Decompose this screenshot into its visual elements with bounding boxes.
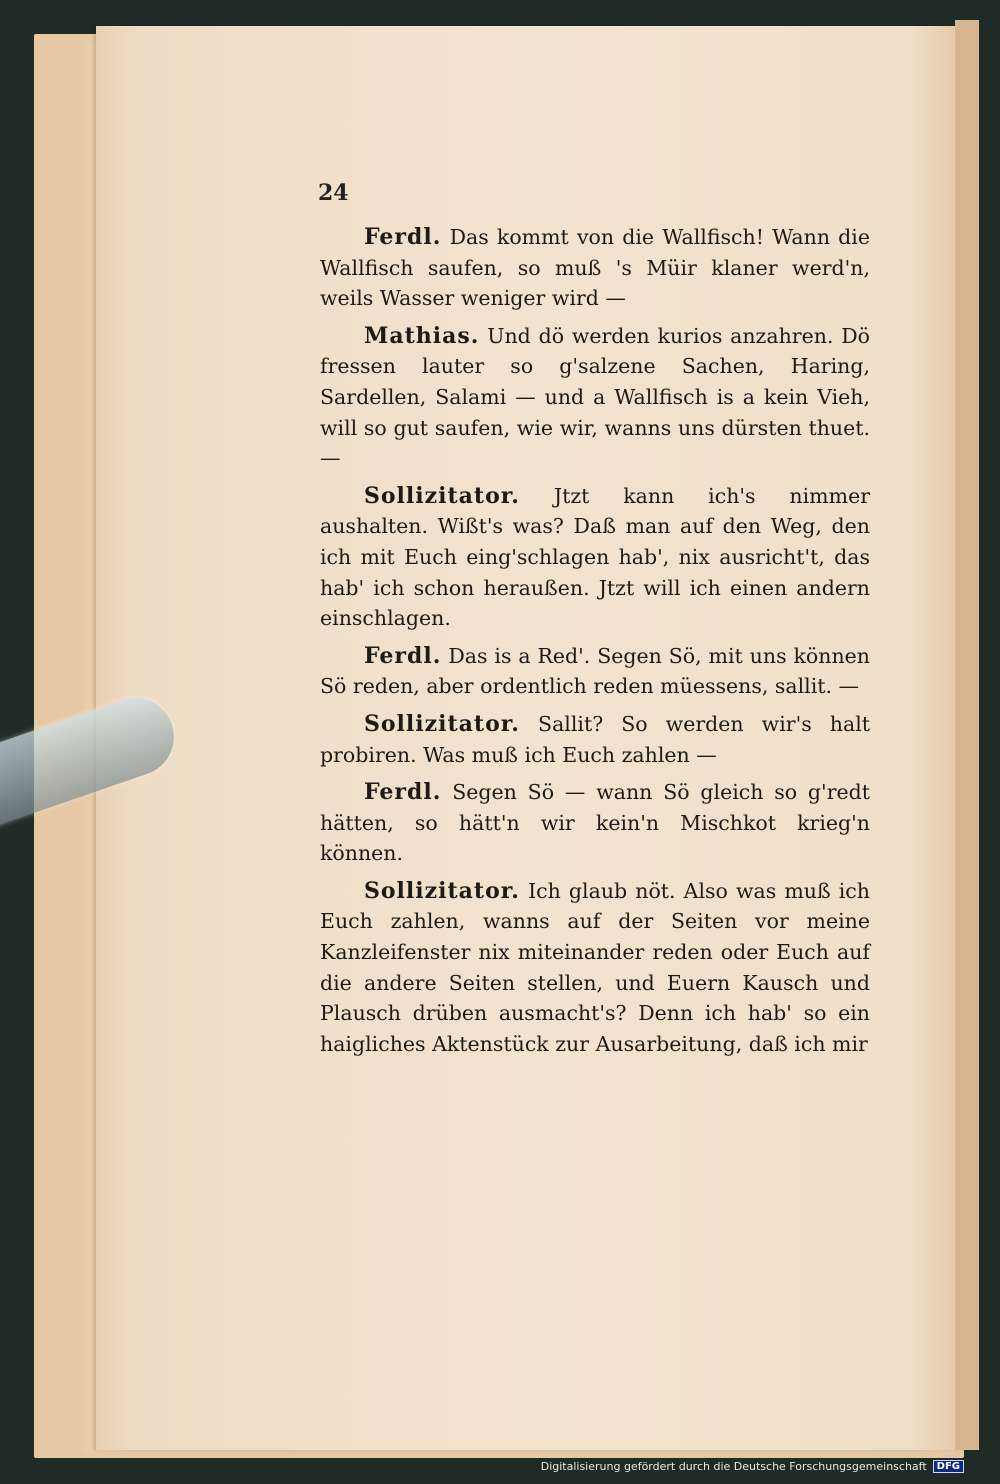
- dialogue-paragraph: [320, 222, 870, 314]
- page-right-edge: [955, 20, 979, 1450]
- speaker-name: Ferdl.: [364, 642, 442, 669]
- dialogue-paragraph: [320, 641, 870, 702]
- digitization-footer: [541, 1460, 964, 1473]
- speaker-name: Ferdl.: [364, 224, 442, 250]
- speaker-name: Sollizitator.: [364, 710, 520, 737]
- dialogue-paragraph: [320, 709, 870, 770]
- speaker-name: Ferdl.: [364, 779, 442, 806]
- dialogue-paragraph: [320, 876, 870, 1060]
- dialogue-text: Segen Sö — wann Sö gleich so g'redt hätten, so hätt'n wir kein'n Mischkot krieg'n können.: [320, 780, 870, 866]
- dialogue-paragraph: [320, 321, 870, 474]
- dialogue-text: Ich glaub nöt. Also was muß ich Euch zahlen, wanns auf der Seiten vor meine Kanzleifenster nix miteinander reden oder Euch auf die andere Seiten stellen, und Euern Kausch und Plausch drüben ausmacht's? Denn ich hab' so ein haigliches Aktenstück zur Ausarbeitung, daß ich mir: [320, 878, 870, 1056]
- dialogue-text: Und dö werden kurios anzahren. Dö fressen lauter so g'salzene Sachen, Haring, Sardellen, Salami — und a Wallfisch is a kein Vieh, will so gut saufen, wie wir, wanns uns dürsten thuet. —: [320, 323, 870, 471]
- dialogue-paragraph: [320, 777, 870, 869]
- dialogue-paragraph: [320, 481, 870, 634]
- footer-credit: Digitalisierung gefördert durch die Deutsche Forschungsgemeinschaft: [540, 1460, 927, 1473]
- dialogue-text: Sallit? So werden wir's halt probiren. Was muß ich Euch zahlen —: [320, 711, 870, 767]
- page-text: [320, 222, 870, 1066]
- dialogue-text: Jtzt kann ich's nimmer aushalten. Wißt's was? Daß man auf den Weg, den ich mit Euch eing'schlagen hab', nix ausricht't, das hab' ich schon heraußen. Jtzt will ich einen andern einschlagen.: [320, 483, 870, 631]
- dialogue-text: Das kommt von die Wallfisch! Wann die Wallfisch saufen, so muß 's Müir klaner werd'n, weils Wasser weniger wird —: [320, 225, 870, 311]
- page-number: 24: [318, 180, 349, 206]
- speaker-name: Sollizitator.: [364, 877, 520, 904]
- speaker-name: Sollizitator.: [364, 482, 520, 509]
- dfg-logo: DFG: [933, 1460, 964, 1473]
- dialogue-text: Das is a Red'. Segen Sö, mit uns können Sö reden, aber ordentlich reden müessens, sallit. —: [320, 643, 870, 699]
- speaker-name: Mathias.: [364, 322, 480, 349]
